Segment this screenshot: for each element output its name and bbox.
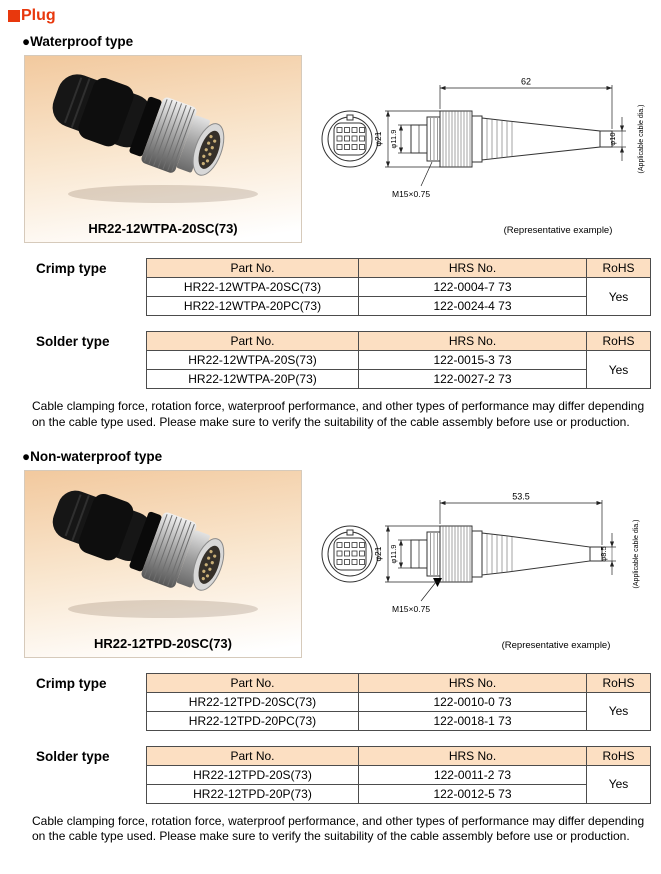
dim-outer-dia-label: φ21: [373, 546, 383, 562]
table-row: [147, 278, 651, 297]
hrs-no-cell: 122-0018-1 73: [359, 711, 587, 730]
waterproof-solder-block: [36, 331, 653, 389]
table-row: [147, 351, 651, 370]
part-no-cell: HR22-12TPD-20S(73): [147, 765, 359, 784]
table-row: [147, 370, 651, 389]
waterproof-solder-table: [146, 331, 651, 389]
nonwaterproof-heading: ●Non-waterproof type: [22, 448, 163, 464]
dim-front-dia-label: φ11.9: [389, 129, 398, 149]
dim-length-label: 53.5: [512, 491, 530, 502]
table-row: [147, 711, 651, 730]
cable-dia-label: φ10: [608, 132, 617, 146]
rohs-cell: Yes: [587, 351, 651, 389]
part-no-cell: HR22-12TPD-20PC(73): [147, 711, 359, 730]
nonwaterproof-caution-note: Cable clamping force, rotation force, waterproof performance, and other types of performance may differ depending on the cable type used. Please make sure to verify the suitability of the cable assembly before use or production.: [32, 813, 645, 844]
applicable-cable-note: (Applicable cable dia.): [633, 519, 640, 589]
rohs-header: RoHS: [587, 673, 651, 692]
hrs-no-cell: 122-0011-2 73: [359, 765, 587, 784]
table-row: [147, 765, 651, 784]
part-no-header: Part No.: [147, 332, 359, 351]
waterproof-caution-note: Cable clamping force, rotation force, waterproof performance, and other types of performance may differ depending on the cable type used. Please make sure to verify the suitability of the cable assembly before use or production.: [32, 399, 645, 429]
nonwaterproof-crimp-block: [36, 673, 653, 731]
rohs-header: RoHS: [587, 259, 651, 278]
part-no-cell: HR22-12TPD-20P(73): [147, 784, 359, 803]
connector-photo-illustration: [25, 56, 301, 214]
waterproof-photo-caption: HR22-12WTPA-20SC(73): [88, 221, 238, 236]
waterproof-visual-row: [24, 55, 653, 243]
hrs-no-header: HRS No.: [359, 746, 587, 765]
page-title: [8, 7, 653, 24]
nonwaterproof-solder-table: [146, 746, 651, 804]
crimp-type-label: Crimp type: [36, 675, 107, 691]
solder-type-label: Solder type: [36, 748, 110, 764]
waterproof-crimp-block: [36, 258, 653, 316]
photo-shadow: [68, 185, 258, 203]
part-no-cell: HR22-12WTPA-20SC(73): [147, 278, 359, 297]
table-row: [147, 297, 651, 316]
connector-photo-illustration: [25, 471, 301, 629]
hrs-no-cell: 122-0027-2 73: [359, 370, 587, 389]
dim-length-label: 62: [520, 76, 532, 87]
rohs-header: RoHS: [587, 746, 651, 765]
part-no-cell: HR22-12WTPA-20P(73): [147, 370, 359, 389]
table-header-row: [147, 673, 651, 692]
waterproof-product-photo: [24, 55, 302, 243]
nonwaterproof-product-photo: [24, 470, 302, 658]
solder-type-label: Solder type: [36, 334, 110, 349]
hrs-no-cell: 122-0012-5 73: [359, 784, 587, 803]
waterproof-technical-drawing: [308, 55, 653, 243]
nonwaterproof-crimp-table: [146, 673, 651, 731]
hrs-no-cell: 122-0004-7 73: [359, 278, 587, 297]
rohs-cell: Yes: [587, 278, 651, 316]
hrs-no-header: HRS No.: [359, 332, 587, 351]
waterproof-heading: ●Waterproof type: [22, 34, 134, 49]
hrs-no-header: HRS No.: [359, 673, 587, 692]
nonwaterproof-drawing-area: [308, 470, 653, 658]
nonwaterproof-photo-caption: HR22-12TPD-20SC(73): [94, 635, 232, 651]
waterproof-section: [8, 34, 653, 431]
nonwaterproof-technical-drawing: [308, 470, 653, 658]
thread-spec-label: M15×0.75: [392, 189, 431, 199]
page-title-text: Plug: [21, 7, 56, 24]
red-square-icon: [8, 10, 20, 22]
part-no-cell: HR22-12TPD-20SC(73): [147, 692, 359, 711]
rohs-cell: Yes: [587, 692, 651, 730]
representative-example-note: (Representative example): [501, 639, 611, 651]
representative-example-note: (Representative example): [503, 225, 613, 236]
part-no-header: Part No.: [147, 746, 359, 765]
hrs-no-cell: 122-0010-0 73: [359, 692, 587, 711]
dim-front-dia-label: φ11.9: [389, 544, 398, 564]
waterproof-drawing-area: [308, 55, 653, 243]
table-header-row: [147, 746, 651, 765]
nonwaterproof-solder-block: [36, 746, 653, 804]
hrs-no-header: HRS No.: [359, 259, 587, 278]
table-header-row: [147, 259, 651, 278]
part-no-cell: HR22-12WTPA-20PC(73): [147, 297, 359, 316]
table-row: [147, 692, 651, 711]
crimp-type-label: Crimp type: [36, 261, 107, 276]
part-no-header: Part No.: [147, 259, 359, 278]
nonwaterproof-visual-row: [24, 470, 653, 658]
dim-outer-dia-label: φ21: [373, 131, 383, 147]
table-header-row: [147, 332, 651, 351]
table-row: [147, 784, 651, 803]
waterproof-crimp-table: [146, 258, 651, 316]
nonwaterproof-section: [8, 449, 653, 846]
rohs-cell: Yes: [587, 765, 651, 803]
thread-spec-label: M15×0.75: [392, 603, 431, 614]
part-no-cell: HR22-12WTPA-20S(73): [147, 351, 359, 370]
cable-dia-label: φ8.5: [599, 546, 608, 562]
hrs-no-cell: 122-0015-3 73: [359, 351, 587, 370]
photo-shadow: [68, 600, 258, 618]
rohs-header: RoHS: [587, 332, 651, 351]
part-no-header: Part No.: [147, 673, 359, 692]
hrs-no-cell: 122-0024-4 73: [359, 297, 587, 316]
applicable-cable-note: (Applicable cable dia.): [638, 104, 645, 174]
